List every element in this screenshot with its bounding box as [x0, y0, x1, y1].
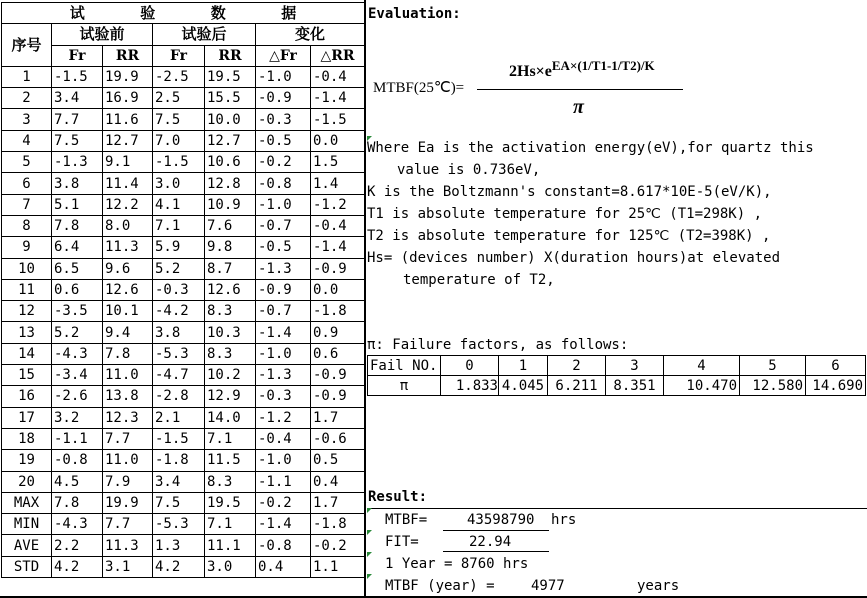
group-change-header: 变化 [256, 24, 365, 45]
value-cell: 0.6 [52, 279, 103, 300]
value-cell: -0.5 [256, 237, 311, 258]
fail-number: 5 [740, 356, 806, 376]
fail-number: 2 [548, 356, 606, 376]
value-cell: 12.3 [103, 407, 153, 428]
value-cell: -0.9 [311, 258, 365, 279]
formula-exponent: EA×(1/T1-1/T2)/K [551, 58, 655, 73]
value-cell: 7.5 [153, 109, 205, 130]
value-cell: 8.0 [103, 215, 153, 236]
formula-denominator: π [573, 96, 584, 118]
mtbf-unit: hrs [551, 512, 577, 528]
note-line: Where Ea is the activation energy(eV),for quartz this [367, 140, 814, 156]
year-hours-line: 1 Year = 8760 hrs [385, 556, 529, 572]
value-cell: -3.4 [52, 365, 103, 386]
result-divider [367, 508, 867, 509]
value-cell: 10.1 [103, 301, 153, 322]
table-row [2, 492, 365, 513]
value-cell: -1.0 [256, 343, 311, 364]
mtbf-year-value: 4977 [531, 578, 565, 594]
value-cell: 19.5 [205, 66, 256, 87]
value-cell: 9.6 [103, 258, 153, 279]
value-cell: -0.2 [311, 535, 365, 556]
row-label-cell: 20 [2, 471, 52, 492]
pi-heading: π: Failure factors, as follows: [367, 337, 629, 353]
note-line: Hs= (devices number) X(duration hours)at elevated [367, 250, 781, 266]
title-char: 据 [281, 4, 297, 23]
value-cell: 0.0 [311, 279, 365, 300]
row-label-cell: 12 [2, 301, 52, 322]
value-cell: 2.2 [52, 535, 103, 556]
note-line: T1 is absolute temperature for 25℃ (T1=298K) , [367, 206, 763, 222]
value-cell: 7.7 [52, 109, 103, 130]
value-cell: -0.8 [256, 535, 311, 556]
value-cell: 6.4 [52, 237, 103, 258]
value-cell: 8.3 [205, 343, 256, 364]
value-cell: 11.0 [103, 365, 153, 386]
formula-numerator [509, 58, 655, 81]
fail-no-label: Fail NO. [368, 356, 441, 376]
col-header: Fr [52, 45, 103, 66]
value-cell: -1.8 [153, 450, 205, 471]
pi-value: 10.470 [664, 376, 740, 396]
value-cell: 0.9 [311, 322, 365, 343]
value-cell: -2.8 [153, 386, 205, 407]
table-row [2, 194, 365, 215]
row-label-cell: 16 [2, 386, 52, 407]
row-label-cell: 11 [2, 279, 52, 300]
pi-value: 4.045 [499, 376, 548, 396]
mtbf-underline [443, 530, 549, 531]
value-cell: -1.4 [311, 237, 365, 258]
value-cell: 7.5 [52, 130, 103, 151]
row-label-cell: 9 [2, 237, 52, 258]
cell-marker [367, 574, 372, 579]
table-row [2, 428, 365, 449]
col-header: RR [205, 45, 256, 66]
note-line: temperature of T2, [403, 272, 555, 288]
value-cell: -3.5 [52, 301, 103, 322]
value-cell: -4.3 [52, 514, 103, 535]
row-label-cell: 8 [2, 215, 52, 236]
value-cell: -4.7 [153, 365, 205, 386]
row-label-cell: 17 [2, 407, 52, 428]
mtbf-formula [373, 44, 693, 124]
col-header: △Fr [256, 45, 311, 66]
table-row [2, 556, 365, 577]
value-cell: 7.8 [52, 492, 103, 513]
value-cell: -1.5 [52, 66, 103, 87]
pi-value: 6.211 [548, 376, 606, 396]
value-cell: 15.5 [205, 88, 256, 109]
value-cell: 3.8 [153, 322, 205, 343]
group-after-header: 试验后 [153, 24, 256, 45]
value-cell: -0.4 [311, 215, 365, 236]
value-cell: 9.4 [103, 322, 153, 343]
value-cell: 19.9 [103, 492, 153, 513]
fail-number: 6 [806, 356, 866, 376]
value-cell: -1.1 [256, 471, 311, 492]
row-label-cell: 19 [2, 450, 52, 471]
value-cell: 4.2 [52, 556, 103, 577]
value-cell: -1.3 [52, 152, 103, 173]
col-header: △RR [311, 45, 365, 66]
value-cell: -0.9 [256, 279, 311, 300]
table-row [2, 301, 365, 322]
row-label-cell: 5 [2, 152, 52, 173]
mtbf-year-unit: years [637, 578, 680, 594]
value-cell: 0.6 [311, 343, 365, 364]
value-cell: -2.6 [52, 386, 103, 407]
cell-marker [367, 508, 372, 513]
value-cell: 11.1 [205, 535, 256, 556]
value-cell: -0.2 [256, 492, 311, 513]
value-cell: -1.0 [256, 66, 311, 87]
value-cell: -0.4 [256, 428, 311, 449]
row-label-cell: 4 [2, 130, 52, 151]
value-cell: 4.5 [52, 471, 103, 492]
value-cell: 2.5 [153, 88, 205, 109]
row-label-cell: 13 [2, 322, 52, 343]
value-cell: 19.9 [103, 66, 153, 87]
table-row [2, 258, 365, 279]
row-label-cell: 15 [2, 365, 52, 386]
value-cell: -1.4 [311, 88, 365, 109]
value-cell: -0.8 [256, 173, 311, 194]
row-label-cell: 14 [2, 343, 52, 364]
value-cell: 12.6 [103, 279, 153, 300]
pi-value-row [368, 376, 866, 396]
row-label-cell: MAX [2, 492, 52, 513]
fit-value: 22.94 [469, 534, 512, 550]
value-cell: 7.1 [205, 514, 256, 535]
value-cell: 0.4 [311, 471, 365, 492]
value-cell: -1.2 [311, 194, 365, 215]
table-row [2, 173, 365, 194]
value-cell: -1.5 [153, 428, 205, 449]
value-cell: 3.2 [52, 407, 103, 428]
value-cell: 11.6 [103, 109, 153, 130]
value-cell: 1.7 [311, 407, 365, 428]
pi-value: 1.833 [441, 376, 499, 396]
value-cell: 7.7 [103, 428, 153, 449]
table-row [2, 386, 365, 407]
value-cell: 12.9 [205, 386, 256, 407]
table-row [2, 88, 365, 109]
fail-number: 3 [606, 356, 664, 376]
table-row [2, 322, 365, 343]
value-cell: 7.5 [153, 492, 205, 513]
value-cell: 8.3 [205, 301, 256, 322]
pi-value: 14.690 [806, 376, 866, 396]
value-cell: 12.6 [205, 279, 256, 300]
value-cell: 3.1 [103, 556, 153, 577]
value-cell: 3.4 [52, 88, 103, 109]
pi-label: π [368, 376, 441, 396]
note-line: value is 0.736eV, [397, 162, 541, 178]
cell-marker [367, 530, 372, 535]
value-cell: 12.7 [205, 130, 256, 151]
value-cell: -1.0 [256, 450, 311, 471]
value-cell: 11.3 [103, 237, 153, 258]
value-cell: -1.3 [256, 365, 311, 386]
value-cell: 10.3 [205, 322, 256, 343]
fit-underline [443, 551, 549, 552]
test-data-table [1, 2, 365, 578]
value-cell: 10.0 [205, 109, 256, 130]
failure-factor-table [367, 355, 866, 396]
row-label-cell: MIN [2, 514, 52, 535]
pi-value: 8.351 [606, 376, 664, 396]
value-cell: 13.8 [103, 386, 153, 407]
table-row [2, 152, 365, 173]
value-cell: 5.1 [52, 194, 103, 215]
value-cell: 11.0 [103, 450, 153, 471]
value-cell: -1.0 [256, 194, 311, 215]
value-cell: 11.3 [103, 535, 153, 556]
value-cell: -2.5 [153, 66, 205, 87]
value-cell: -0.3 [256, 109, 311, 130]
value-cell: 3.0 [153, 173, 205, 194]
value-cell: 4.1 [153, 194, 205, 215]
value-cell: -1.5 [311, 109, 365, 130]
value-cell: -0.2 [256, 152, 311, 173]
value-cell: -0.7 [256, 215, 311, 236]
value-cell: 0.0 [311, 130, 365, 151]
value-cell: 0.5 [311, 450, 365, 471]
value-cell: 3.4 [153, 471, 205, 492]
pane-divider [364, 0, 366, 598]
cell-marker [367, 136, 372, 141]
value-cell: -0.3 [256, 386, 311, 407]
value-cell: 12.7 [103, 130, 153, 151]
value-cell: -0.5 [256, 130, 311, 151]
value-cell: -1.4 [256, 514, 311, 535]
col-header: RR [103, 45, 153, 66]
value-cell: -0.4 [311, 66, 365, 87]
table-row [2, 535, 365, 556]
value-cell: 5.2 [153, 258, 205, 279]
value-cell: 11.5 [205, 450, 256, 471]
value-cell: -5.3 [153, 343, 205, 364]
value-cell: 0.4 [256, 556, 311, 577]
value-cell: 10.9 [205, 194, 256, 215]
value-cell: 11.4 [103, 173, 153, 194]
formula-lhs: MTBF(25℃)= [373, 80, 465, 96]
row-label-cell: 1 [2, 66, 52, 87]
value-cell: 2.1 [153, 407, 205, 428]
value-cell: -0.9 [311, 386, 365, 407]
value-cell: 8.7 [205, 258, 256, 279]
value-cell: 1.4 [311, 173, 365, 194]
formula-base: 2Hs×e [509, 63, 552, 80]
value-cell: 6.5 [52, 258, 103, 279]
fraction-bar [477, 89, 683, 90]
mtbf-value: 43598790 [467, 512, 535, 528]
value-cell: -4.3 [52, 343, 103, 364]
row-label-cell: 6 [2, 173, 52, 194]
value-cell: 7.8 [52, 215, 103, 236]
note-line: K is the Boltzmann's constant=8.617*10E-5(eV/K), [367, 184, 772, 200]
value-cell: 1.5 [311, 152, 365, 173]
value-cell: 12.8 [205, 173, 256, 194]
table-row [2, 407, 365, 428]
title-char: 试 [69, 4, 85, 23]
value-cell: 16.9 [103, 88, 153, 109]
value-cell: 7.7 [103, 514, 153, 535]
value-cell: 8.3 [205, 471, 256, 492]
table-row [2, 365, 365, 386]
value-cell: 5.2 [52, 322, 103, 343]
row-label-cell: 18 [2, 428, 52, 449]
table-row [2, 471, 365, 492]
value-cell: -1.3 [256, 258, 311, 279]
result-title: Result: [368, 489, 428, 505]
table-row [2, 66, 365, 87]
table-row [2, 514, 365, 535]
group-before-header: 试验前 [52, 24, 153, 45]
value-cell: 7.1 [205, 428, 256, 449]
evaluation-title: Evaluation: [368, 6, 461, 22]
value-cell: -0.9 [256, 88, 311, 109]
value-cell: 7.8 [103, 343, 153, 364]
value-cell: 9.8 [205, 237, 256, 258]
value-cell: 1.7 [311, 492, 365, 513]
value-cell: -1.2 [256, 407, 311, 428]
value-cell: -1.8 [311, 301, 365, 322]
fail-number-row [368, 356, 866, 376]
table-row [2, 279, 365, 300]
note-line: T2 is absolute temperature for 125℃ (T2=398K) , [367, 228, 771, 244]
value-cell: -0.6 [311, 428, 365, 449]
table-row [2, 237, 365, 258]
value-cell: -1.5 [153, 152, 205, 173]
fail-number: 0 [441, 356, 499, 376]
value-cell: 14.0 [205, 407, 256, 428]
fail-number: 4 [664, 356, 740, 376]
value-cell: -0.7 [256, 301, 311, 322]
title-char: 验 [140, 4, 156, 23]
value-cell: 5.9 [153, 237, 205, 258]
table-row [2, 450, 365, 471]
mtbf-label: MTBF= [385, 512, 428, 528]
value-cell: -0.9 [311, 365, 365, 386]
title-char: 数 [210, 4, 226, 23]
table-title [2, 3, 365, 24]
value-cell: 3.0 [205, 556, 256, 577]
value-cell: -0.3 [153, 279, 205, 300]
seq-header: 序号 [2, 24, 52, 67]
fail-number: 1 [499, 356, 548, 376]
value-cell: -4.2 [153, 301, 205, 322]
value-cell: 1.1 [311, 556, 365, 577]
value-cell: 1.3 [153, 535, 205, 556]
row-label-cell: 7 [2, 194, 52, 215]
value-cell: 10.2 [205, 365, 256, 386]
evaluation-pane [367, 0, 867, 598]
mtbf-year-label: MTBF (year) = [385, 578, 495, 594]
value-cell: 9.1 [103, 152, 153, 173]
value-cell: 7.9 [103, 471, 153, 492]
value-cell: -5.3 [153, 514, 205, 535]
value-cell: 7.1 [153, 215, 205, 236]
cell-marker [367, 552, 372, 557]
col-header: Fr [153, 45, 205, 66]
value-cell: -1.1 [52, 428, 103, 449]
value-cell: 12.2 [103, 194, 153, 215]
value-cell: 7.6 [205, 215, 256, 236]
value-cell: 3.8 [52, 173, 103, 194]
fit-label: FIT= [385, 534, 419, 550]
table-row [2, 215, 365, 236]
value-cell: 4.2 [153, 556, 205, 577]
row-label-cell: STD [2, 556, 52, 577]
row-label-cell: 2 [2, 88, 52, 109]
row-label-cell: 3 [2, 109, 52, 130]
row-label-cell: 10 [2, 258, 52, 279]
table-row [2, 109, 365, 130]
value-cell: 19.5 [205, 492, 256, 513]
table-row [2, 343, 365, 364]
table-row [2, 130, 365, 151]
value-cell: -0.8 [52, 450, 103, 471]
pi-value: 12.580 [740, 376, 806, 396]
value-cell: 7.0 [153, 130, 205, 151]
row-label-cell: AVE [2, 535, 52, 556]
value-cell: -1.8 [311, 514, 365, 535]
value-cell: -1.4 [256, 322, 311, 343]
value-cell: 10.6 [205, 152, 256, 173]
